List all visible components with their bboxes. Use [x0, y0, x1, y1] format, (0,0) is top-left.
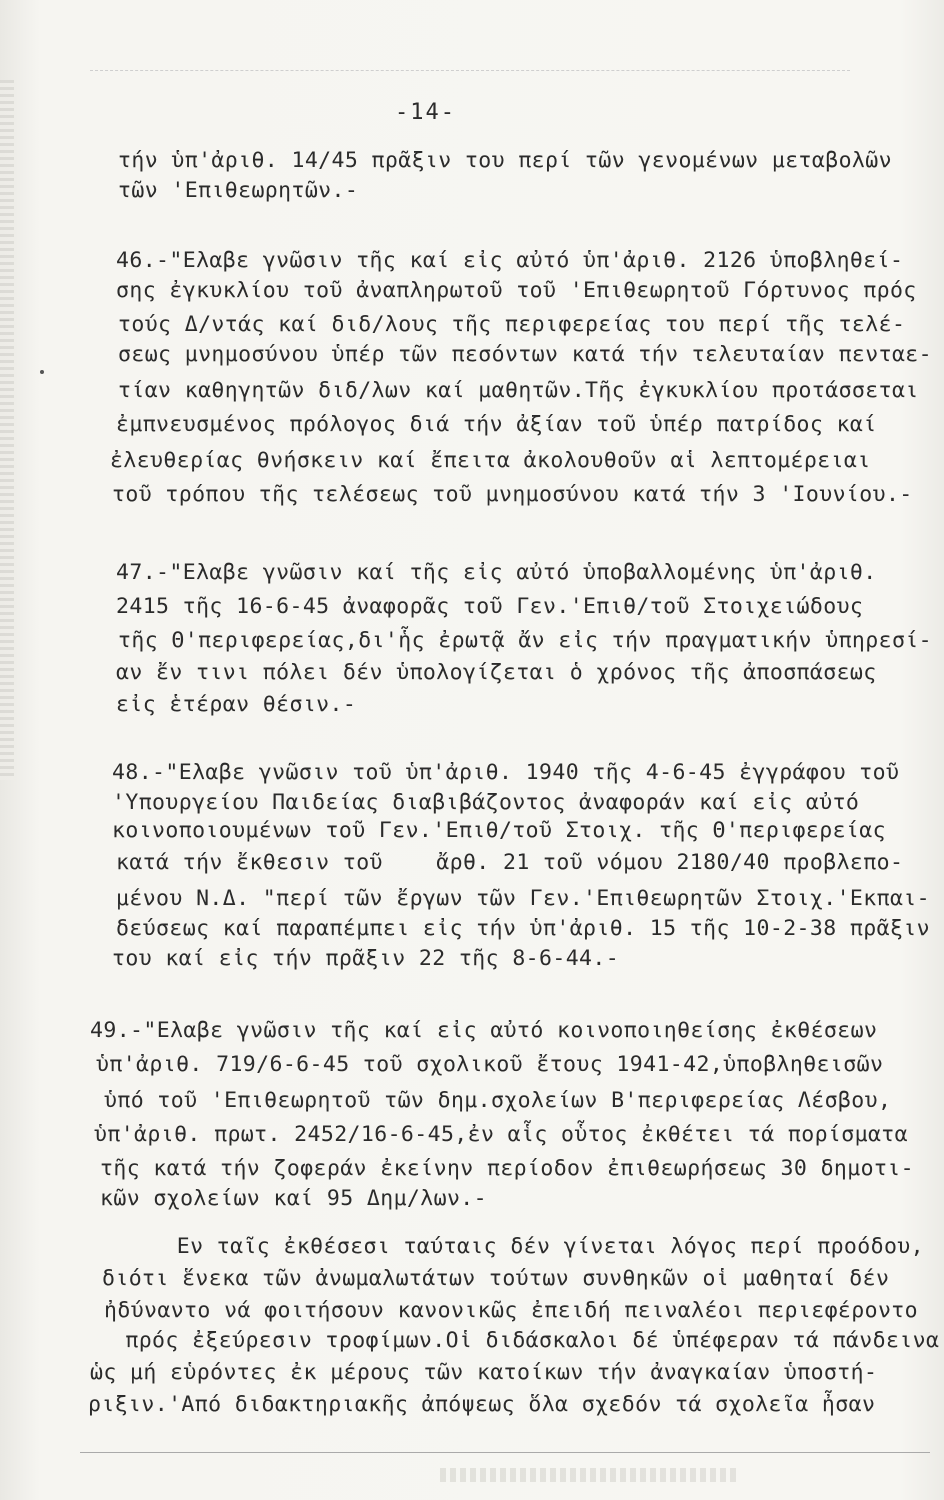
text-line: 2415 τῆς 16-6-45 ἀναφορᾶς τοῦ Γεν.'Επιθ/τοῦ Στοιχειώδους [116, 594, 864, 619]
text-line: ἠδύναντο νά φοιτήσουν κανονικῶς ἐπειδή πειναλέοι περιεφέροντο [104, 1298, 918, 1323]
text-line: ἐλευθερίας θνήσκειν καί ἔπειτα ἀκολουθοῦν αἱ λεπτομέρειαι [110, 448, 871, 473]
binding-edge [0, 80, 14, 780]
text-line: ὑπ'ἀριθ. 719/6-6-45 τοῦ σχολικοῦ ἔτους 1941-42,ὑποβληθεισῶν [96, 1052, 884, 1077]
text-line: 46.-"Ελαβε γνῶσιν τῆς καί εἰς αὐτό ὑπ'ἀριθ. 2126 ὑποβληθεί- [116, 248, 904, 273]
text-line: τίαν καθηγητῶν διδ/λων καί μαθητῶν.Τῆς ἐγκυκλίου προτάσσεται [118, 378, 919, 403]
text-line: 'Υπουργείου Παιδείας διαβιβάζοντος ἀναφοράν καί εἰς αὐτό [112, 790, 860, 815]
text-line: τῶν 'Επιθεωρητῶν.- [118, 178, 359, 203]
text-line: ὑπό τοῦ 'Επιθεωρητοῦ τῶν δημ.σχολείων Β'περιφερείας Λέσβου, [104, 1088, 892, 1113]
text-line: τῆς κατά τήν ζοφεράν ἐκείνην περίοδον ἐπιθεωρήσεως 30 δημοτι- [100, 1156, 914, 1181]
text-line: ριξιν.'Από διδακτηριακῆς ἀπόψεως ὅλα σχεδόν τά σχολεῖα ἦσαν [88, 1392, 876, 1417]
text-line: ὑπ'ἀριθ. πρωτ. 2452/16-6-45,ἐν αἷς οὗτος ἐκθέτει τά πορίσματα [94, 1122, 908, 1147]
text-line: του καί εἰς τήν πρᾶξιν 22 τῆς 8-6-44.- [112, 946, 620, 971]
text-line: εἰς ἑτέραν θέσιν.- [116, 692, 357, 717]
text-line: τῆς Θ'περιφερείας,δι'ἧς ἐρωτᾷ ἄν εἰς τήν πραγματικήν ὑπηρεσί- [118, 628, 932, 653]
faint-footer-print [440, 1468, 740, 1482]
top-rule [90, 70, 850, 72]
text-line: αν ἔν τινι πόλει δέν ὑπολογίζεται ὁ χρόνος τῆς ἀποσπάσεως [116, 660, 877, 685]
text-line: μένου Ν.Δ. "περί τῶν ἔργων τῶν Γεν.'Επιθεωρητῶν Στοιχ.'Εκπαι- [116, 886, 930, 911]
text-line: σεως μνημοσύνου ὑπέρ τῶν πεσόντων κατά τήν τελευταίαν πενταε- [118, 342, 932, 367]
text-line: τούς Δ/ντάς καί διδ/λους τῆς περιφερείας του περί τῆς τελέ- [118, 312, 906, 337]
text-line: Εν ταῖς ἐκθέσεσι ταύταις δέν γίνεται λόγος περί προόδου, [110, 1234, 924, 1259]
text-line: τήν ὑπ'ἀριθ. 14/45 πρᾶξιν του περί τῶν γενομένων μεταβολῶν [118, 148, 892, 173]
text-line: 49.-"Ελαβε γνῶσιν τῆς καί εἰς αὐτό κοινοποιηθείσης ἐκθέσεων [90, 1018, 878, 1043]
text-line: κῶν σχολείων καί 95 Δημ/λων.- [100, 1186, 487, 1211]
text-line: 47.-"Ελαβε γνῶσιν καί τῆς εἰς αὐτό ὑποβαλλομένης ὑπ'ἀριθ. [116, 560, 877, 585]
text-line: 48.-"Ελαβε γνῶσιν τοῦ ὑπ'ἀριθ. 1940 τῆς 4-6-45 ἐγγράφου τοῦ [112, 760, 900, 785]
text-line: σης ἐγκυκλίου τοῦ ἀναπληρωτοῦ τοῦ 'Επιθεωρητοῦ Γόρτυνος πρός [116, 278, 917, 303]
page-number: -14- [395, 100, 456, 125]
text-line: τοῦ τρόπου τῆς τελέσεως τοῦ μνημοσύνου κατά τήν 3 'Ιουνίου.- [112, 482, 913, 507]
text-line: δεύσεως καί παραπέμπει εἰς τήν ὑπ'ἀριθ. 15 τῆς 10-2-38 πρᾶξιν [116, 916, 930, 941]
text-line: ἐμπνευσμένος πρόλογος διά τήν ἀξίαν τοῦ ὑπέρ πατρίδος καί [116, 412, 877, 437]
margin-dot [40, 370, 44, 374]
text-line: κατά τήν ἔκθεσιν τοῦ ἄρθ. 21 τοῦ νόμου 2180/40 προβλεπο- [116, 850, 904, 875]
text-line: κοινοποιουμένων τοῦ Γεν.'Επιθ/τοῦ Στοιχ. τῆς Θ'περιφερείας [112, 818, 886, 843]
bottom-rule [80, 1452, 930, 1453]
text-line: διότι ἕνεκα τῶν ἀνωμαλωτάτων τούτων συνθηκῶν οἱ μαθηταί δέν [102, 1266, 890, 1291]
text-line: πρός ἐξεύρεσιν τροφίμων.Οἱ διδάσκαλοι δέ ὑπέφεραν τά πάνδεινα [112, 1328, 940, 1353]
text-line: ὡς μή εὑρόντες ἐκ μέρους τῶν κατοίκων τήν ἀναγκαίαν ὑποστή- [90, 1360, 878, 1385]
